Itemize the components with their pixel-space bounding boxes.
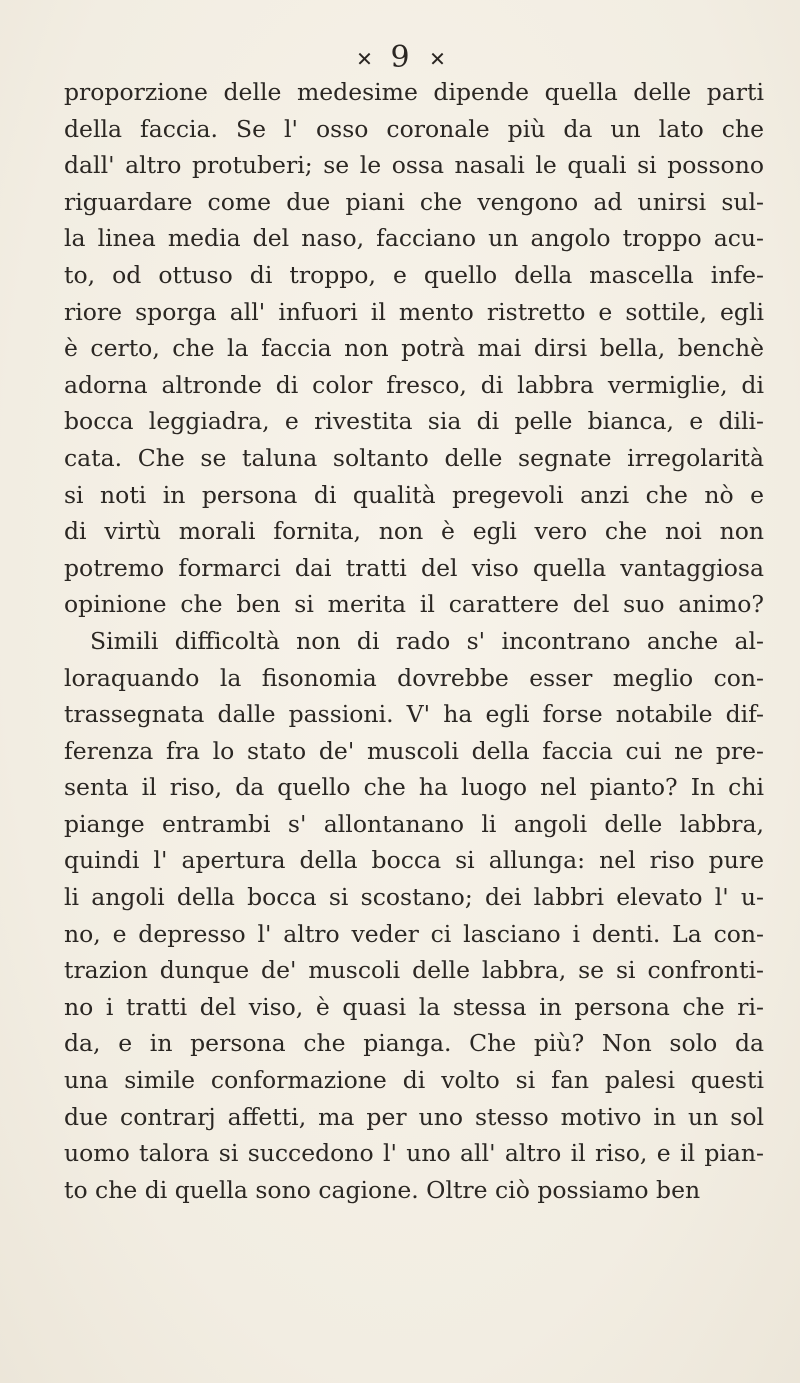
text-line: trassegnata dalle passioni. V' ha egli forse notabile dif- xyxy=(64,700,764,729)
text-line: uomo talora si succedono l' uno all' altro il riso, e il pian- xyxy=(64,1139,764,1168)
ornament-left: ✕ xyxy=(356,47,371,71)
text-line: loraquando la fisonomia dovrebbe esser meglio con- xyxy=(64,663,764,692)
text-line: dall' altro protuberi; se le ossa nasali le quali si possono xyxy=(64,151,764,180)
text-line: da, e in persona che pianga. Che più? Non solo da xyxy=(64,1029,764,1058)
text-line: piange entrambi s' allontanano li angoli delle labbra, xyxy=(64,809,764,838)
text-line: ferenza fra lo stato de' muscoli della faccia cui ne pre- xyxy=(64,736,764,765)
text-line: no i tratti del viso, è quasi la stessa in persona che ri- xyxy=(64,992,764,1021)
text-line: li angoli della bocca si scostano; dei labbri elevato l' u- xyxy=(64,883,764,912)
body-text xyxy=(64,74,764,1208)
text-line: una simile conformazione di volto si fan palesi questi xyxy=(64,1066,764,1095)
text-line: è certo, che la faccia non potrà mai dirsi bella, benchè xyxy=(64,334,764,363)
text-line: cata. Che se taluna soltanto delle segnate irregolarità xyxy=(64,443,764,472)
text-line: trazion dunque de' muscoli delle labbra, se si confronti- xyxy=(64,956,764,985)
ornament-right: ✕ xyxy=(429,47,444,71)
text-line: adorna altronde di color fresco, di labbra vermiglie, di xyxy=(64,370,764,399)
text-line: potremo formarci dai tratti del viso quella vantaggiosa xyxy=(64,553,764,582)
page-number: 9 xyxy=(390,40,410,75)
text-line: la linea media del naso, facciano un angolo troppo acu- xyxy=(64,224,764,253)
text-line: riguardare come due piani che vengono ad unirsi sul- xyxy=(64,187,764,216)
text-line: Simili difficoltà non di rado s' incontrano anche al- xyxy=(90,626,764,655)
text-line: quindi l' apertura della bocca si allunga: nel riso pure xyxy=(64,846,764,875)
text-line: opinione che ben si merita il carattere del suo animo? xyxy=(64,590,764,619)
text-line: senta il riso, da quello che ha luogo nel pianto? In chi xyxy=(64,773,764,802)
text-line: di virtù morali fornita, non è egli vero che noi non xyxy=(64,517,764,546)
text-line: to che di quella sono cagione. Oltre ciò possiamo ben xyxy=(64,1175,701,1204)
text-line: to, od ottuso di troppo, e quello della mascella infe- xyxy=(64,260,764,289)
text-line: no, e depresso l' altro veder ci lasciano i denti. La con- xyxy=(64,919,764,948)
text-line: bocca leggiadra, e rivestita sia di pelle bianca, e dili- xyxy=(64,407,764,436)
text-line: della faccia. Se l' osso coronale più da un lato che xyxy=(64,114,764,143)
page-header xyxy=(0,38,800,79)
text-line: proporzione delle medesime dipende quella delle parti xyxy=(64,78,764,106)
text-line: due contrarj affetti, ma per uno stesso motivo in un sol xyxy=(64,1102,764,1131)
text-line: riore sporga all' infuori il mento ristretto e sottile, egli xyxy=(64,297,764,326)
text-line: si noti in persona di qualità pregevoli anzi che nò e xyxy=(64,480,764,509)
